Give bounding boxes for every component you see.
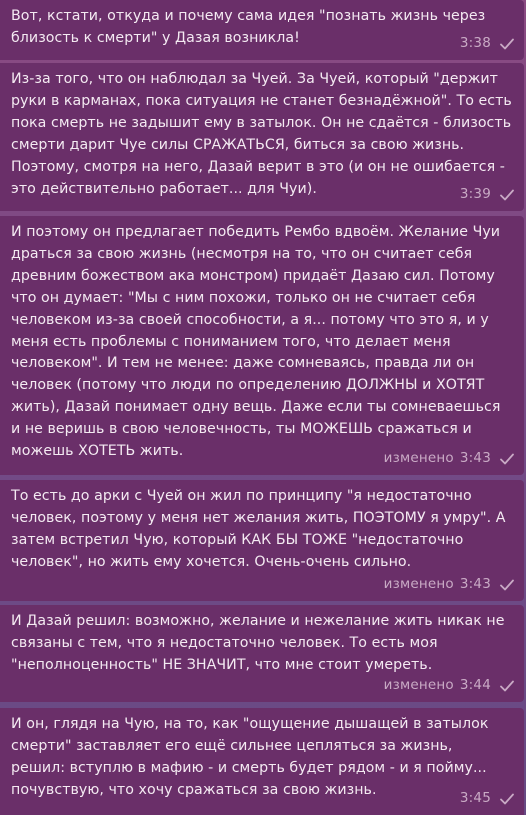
message-bubble[interactable] [0,63,524,211]
message-bubble[interactable] [0,480,524,601]
message-meta [454,184,515,206]
message-time: 3:43 [459,450,491,467]
message-time: 3:43 [459,576,491,593]
message-meta [384,675,515,697]
check-icon [499,37,515,51]
message-text: И он, глядя на Чую, на то, как "ощущение дышащей в затылок смерти" заставляет его ещё сильнее цепляться за жизнь, решил: вступлю в мафию - и смерть будет рядом - и я пойму... почувствую, что хочу сражаться за свою жизнь. [11,716,489,798]
message-time: 3:44 [459,677,491,694]
message-text: И поэтому он предлагает победить Рембо вдвоём. Желание Чуи драться за свою жизнь (несмотря на то, что он считает себя древним божеством ака монстром) придаёт Дазаю сил. Потому что он думает: "Мы с ним похожи, только он не считает себя человеком из-за своей способности, а я... потому что это я, и у меня есть проблемы с пониманием того, что делает меня человеком". И тем не менее: даже сомневаясь, правда ли он человек (потому что люди по определению ДОЛЖНЫ и ХОТЯТ жить), Дазай понимает одну вещь. Даже если ты сомневаешься и не веришь в свою человечность, ты МОЖЕШЬ сражаться и можешь ХОТЕТЬ жить. [11,224,501,460]
message-meta [384,448,515,470]
message-bubble[interactable] [0,708,524,815]
message-text: То есть до арки с Чуей он жил по принципу "я недостаточно человек, поэтому у меня нет желания жить, ПОЭТОМУ я умру". А затем встретил Чую, который КАК БЫ ТОЖЕ "недостаточно человек", но жить ему хочется. Очень-очень сильно. [11,488,506,570]
message-time: 3:38 [459,35,491,52]
check-icon [499,188,515,202]
message-time: 3:45 [459,790,491,807]
edited-label: изменено [383,450,454,467]
check-icon [499,578,515,592]
message-text: И Дазай решил: возможно, желание и нежелание жить никак не связаны с тем, что я недостаточно человек. То есть моя "неполноценность" НЕ ЗНАЧИТ, что мне стоит умереть. [11,613,505,673]
message-meta [454,33,515,55]
message-text: Из-за того, что он наблюдал за Чуей. За Чуей, который "держит руки в карманах, пока ситуация не станет безнадёжной". То есть пока смерть не задышит ему в затылок. Он не сдаётся - близость смерти дарит Чуе силы СРАЖАТЬСЯ, биться за свою жизнь. Поэтому, смотря на него, Дазай верит в это (и он не ошибается - это действительно работает... для Чуи). [11,71,512,197]
edited-label: изменено [383,677,454,694]
check-icon [499,679,515,693]
message-time: 3:39 [459,186,491,203]
message-bubble[interactable] [0,216,524,475]
message-meta [454,788,515,810]
edited-label: изменено [383,576,454,593]
message-meta [384,574,515,596]
check-icon [499,792,515,806]
message-bubble[interactable] [0,0,524,60]
message-bubble[interactable] [0,605,524,702]
message-text: Вот, кстати, откуда и почему сама идея "познать жизнь через близость к смерти" у Дазая возникла! [11,8,486,46]
check-icon [499,452,515,466]
